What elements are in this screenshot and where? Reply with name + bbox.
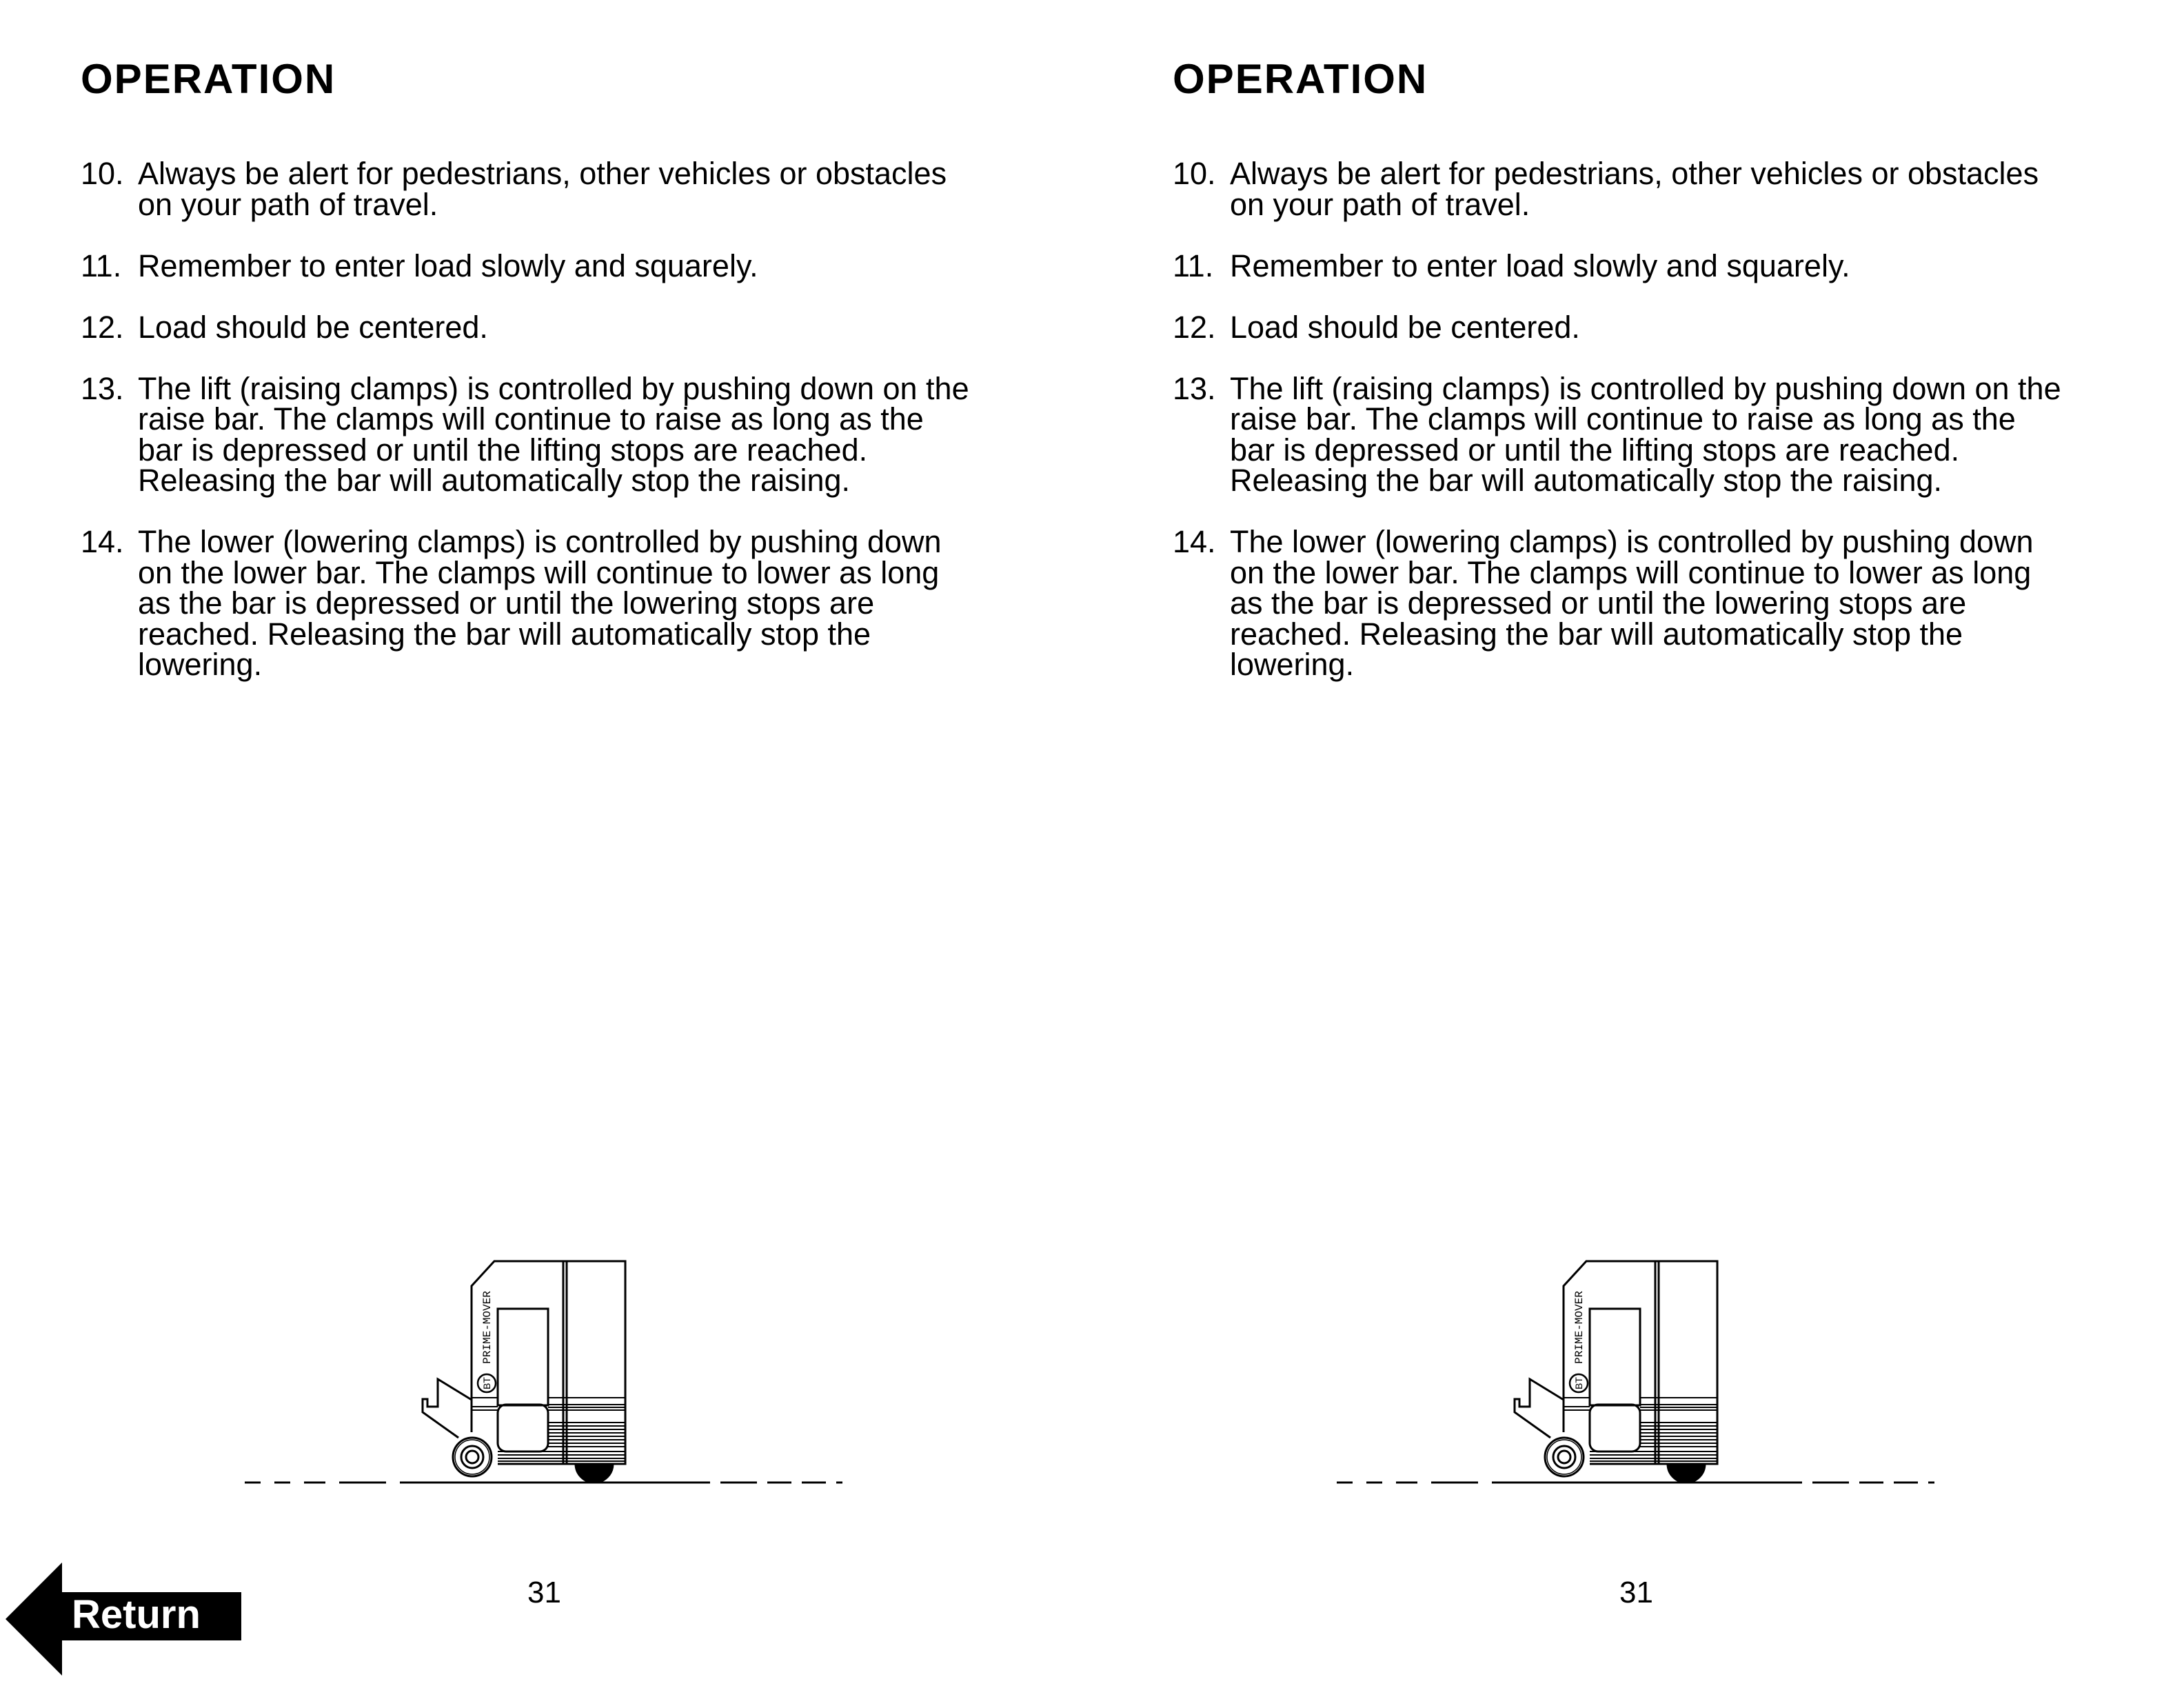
front-wheel xyxy=(453,1438,492,1476)
text-line: Remember to enter load slowly and squarely. xyxy=(138,248,758,283)
item-number: 10. xyxy=(1173,156,1216,191)
clamp-arm xyxy=(423,1379,472,1438)
return-button[interactable] xyxy=(6,1560,241,1678)
page-heading: OPERATION xyxy=(1173,56,1428,102)
page-heading: OPERATION xyxy=(81,56,336,102)
page-number: 31 xyxy=(1619,1576,1653,1609)
clamp-arm xyxy=(1515,1379,1564,1438)
text-line: on the lower bar. The clamps will continue to lower as long xyxy=(138,554,940,590)
text-line: Load should be centered. xyxy=(138,309,488,345)
brand-text: PRIME-MOVER xyxy=(1573,1291,1586,1364)
text-line: The lower (lowering clamps) is controlled by pushing down xyxy=(138,524,942,559)
item-number: 13. xyxy=(81,370,124,406)
prime-mover-truck-illustration xyxy=(1092,0,2184,1688)
text-line: Always be alert for pedestrians, other vehicles or obstacles xyxy=(1230,156,2039,191)
text-line: Releasing the bar will automatically stop the raising. xyxy=(1230,463,1943,498)
text-line: on your path of travel. xyxy=(138,186,438,222)
right-page xyxy=(1092,0,2184,1688)
text-line: reached. Releasing the bar will automatically stop the xyxy=(138,616,871,652)
brand-text: PRIME-MOVER xyxy=(481,1291,494,1364)
item-number: 13. xyxy=(1173,370,1216,406)
text-line: The lower (lowering clamps) is controlled by pushing down xyxy=(1230,524,2034,559)
text-line: as the bar is depressed or until the lowering stops are xyxy=(1230,585,1967,621)
text-line: Load should be centered. xyxy=(1230,309,1580,345)
return-label: Return xyxy=(72,1592,201,1637)
text-line: bar is depressed or until the lifting stops are reached. xyxy=(138,432,868,468)
text-line: lowering. xyxy=(138,647,263,682)
front-wheel xyxy=(1545,1438,1584,1476)
item-number: 14. xyxy=(81,524,124,559)
text-line: Always be alert for pedestrians, other vehicles or obstacles xyxy=(138,156,947,191)
item-number: 12. xyxy=(1173,309,1216,345)
rear-caster xyxy=(1668,1464,1705,1483)
bt-logo-text: BT xyxy=(1573,1377,1584,1389)
text-line: Remember to enter load slowly and squarely. xyxy=(1230,248,1850,283)
item-number: 11. xyxy=(81,248,122,283)
text-line: raise bar. The clamps will continue to raise as long as the xyxy=(138,401,924,436)
item-number: 14. xyxy=(1173,524,1216,559)
bt-logo-text: BT xyxy=(481,1377,492,1389)
item-number: 11. xyxy=(1173,248,1214,283)
item-number: 10. xyxy=(81,156,124,191)
text-line: lowering. xyxy=(1230,647,1355,682)
item-number: 12. xyxy=(81,309,124,345)
text-line: The lift (raising clamps) is controlled by pushing down on the xyxy=(138,370,969,406)
text-line: on the lower bar. The clamps will continue to lower as long xyxy=(1230,554,2032,590)
text-line: Releasing the bar will automatically stop the raising. xyxy=(138,463,851,498)
text-line: The lift (raising clamps) is controlled by pushing down on the xyxy=(1230,370,2061,406)
text-line: reached. Releasing the bar will automatically stop the xyxy=(1230,616,1963,652)
text-line: bar is depressed or until the lifting stops are reached. xyxy=(1230,432,1960,468)
text-line: as the bar is depressed or until the lowering stops are xyxy=(138,585,875,621)
text-line: raise bar. The clamps will continue to raise as long as the xyxy=(1230,401,2016,436)
text-line: on your path of travel. xyxy=(1230,186,1530,222)
page-number: 31 xyxy=(527,1576,561,1609)
rear-caster xyxy=(576,1464,613,1483)
